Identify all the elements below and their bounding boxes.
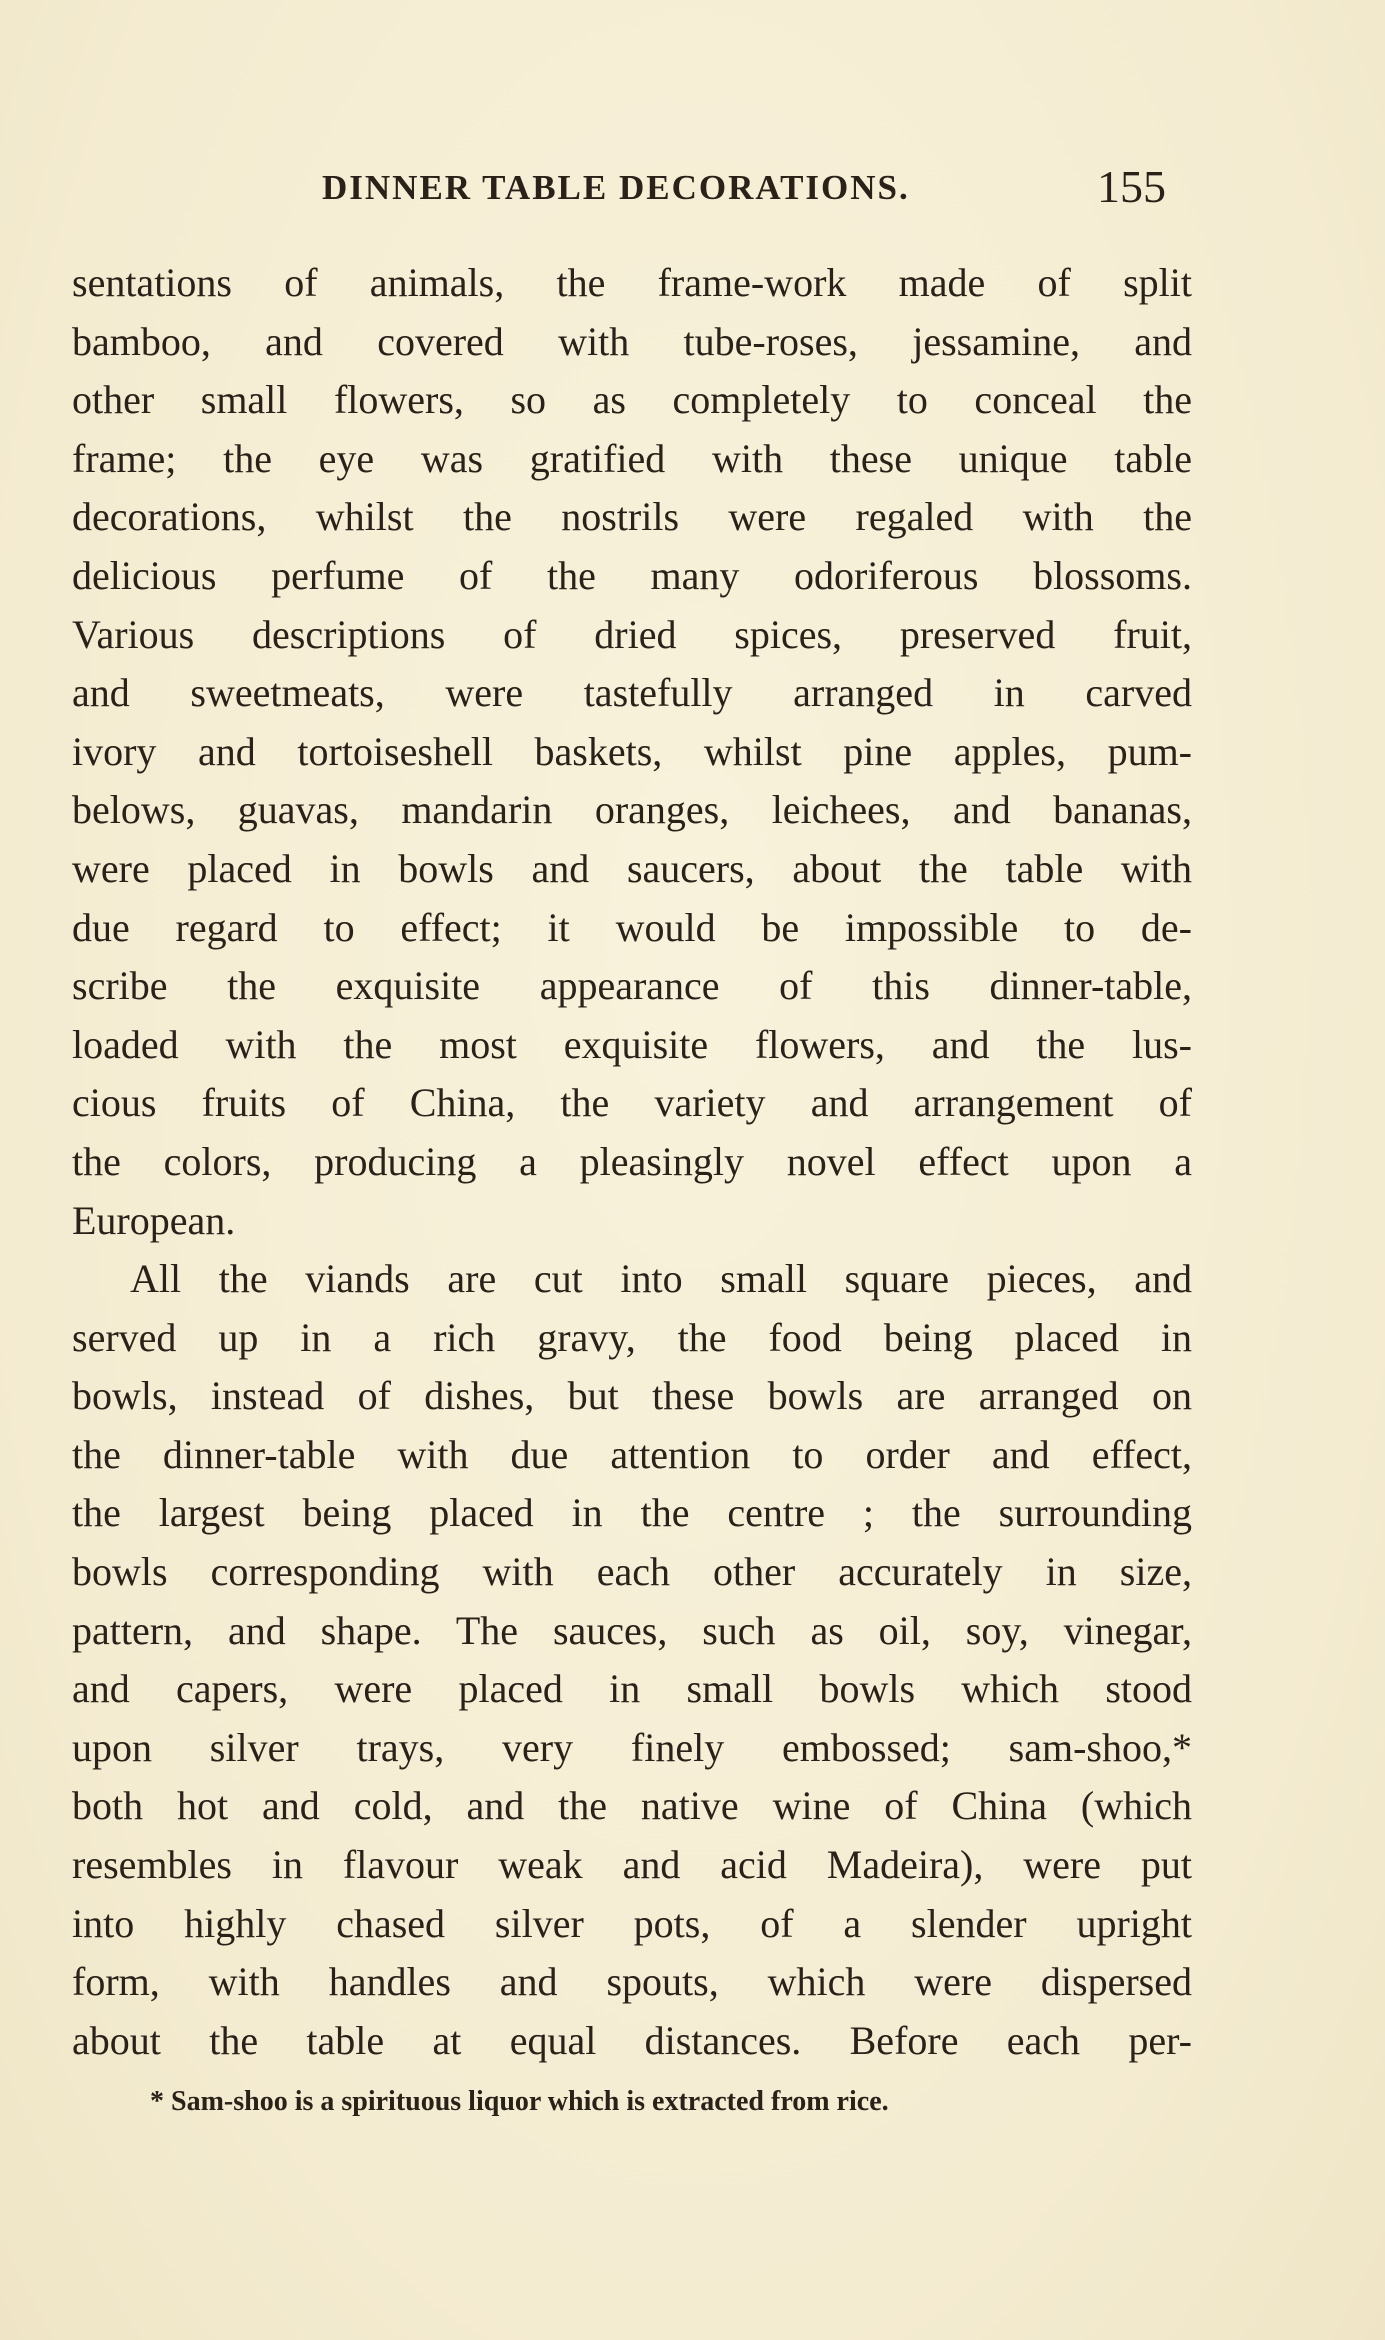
text-line: the dinner-table with due attention to order and effect, <box>72 1431 1192 1477</box>
text-line: loaded with the most exquisite flowers, and the lus- <box>72 1021 1192 1067</box>
text-line: decorations, whilst the nostrils were regaled with the <box>72 494 1192 540</box>
page-number: 155 <box>1097 161 1166 212</box>
text-line: form, with handles and spouts, which were dispersed <box>72 1959 1192 2005</box>
text-line: European. <box>72 1197 236 1243</box>
text-line: ivory and tortoiseshell baskets, whilst pine apples, pum- <box>72 728 1192 774</box>
text-line: frame; the eye was gratified with these unique table <box>72 435 1192 481</box>
text-line: about the table at equal distances. Before each per- <box>72 2017 1192 2063</box>
text-line: bamboo, and covered with tube-roses, jessamine, and <box>72 318 1192 364</box>
text-line: due regard to effect; it would be impossible to de- <box>72 904 1192 950</box>
text-line: All the viands are cut into small square pieces, and <box>130 1256 1192 1302</box>
text-line: served up in a rich gravy, the food being placed in <box>72 1314 1192 1360</box>
text-line: upon silver trays, very finely embossed; sam-shoo,* <box>72 1724 1192 1770</box>
body-text <box>72 254 1192 2070</box>
text-line: both hot and cold, and the native wine of China (which <box>72 1783 1192 1829</box>
text-line: delicious perfume of the many odoriferous blossoms. <box>72 552 1192 598</box>
text-line: scribe the exquisite appearance of this dinner-table, <box>72 963 1192 1009</box>
text-line: Various descriptions of dried spices, preserved fruit, <box>72 611 1192 657</box>
text-line: sentations of animals, the frame-work made of split <box>72 260 1192 305</box>
text-line: were placed in bowls and saucers, about the table with <box>72 845 1192 891</box>
text-line: bowls, instead of dishes, but these bowls are arranged on <box>72 1373 1192 1419</box>
text-line: the colors, producing a pleasingly novel effect upon a <box>72 1138 1192 1184</box>
text-line: the largest being placed in the centre ; the surrounding <box>72 1490 1192 1536</box>
running-title: DINNER TABLE DECORATIONS. <box>322 168 910 207</box>
text-line: and sweetmeats, were tastefully arranged in carved <box>72 670 1192 716</box>
text-line: into highly chased silver pots, of a slender upright <box>72 1900 1192 1946</box>
text-line: pattern, and shape. The sauces, such as oil, soy, vinegar, <box>72 1607 1192 1653</box>
text-line: cious fruits of China, the variety and arrangement of <box>72 1080 1192 1126</box>
text-line: belows, guavas, mandarin oranges, leichees, and bananas, <box>72 787 1192 833</box>
running-header <box>300 160 1200 210</box>
footnote: * Sam-shoo is a spirituous liquor which is extracted from rice. <box>150 2086 889 2117</box>
text-line: and capers, were placed in small bowls which stood <box>72 1666 1192 1712</box>
text-line: bowls corresponding with each other accurately in size, <box>72 1549 1192 1595</box>
text-line: resembles in flavour weak and acid Madeira), were put <box>72 1842 1192 1888</box>
text-line: other small flowers, so as completely to conceal the <box>72 377 1192 423</box>
